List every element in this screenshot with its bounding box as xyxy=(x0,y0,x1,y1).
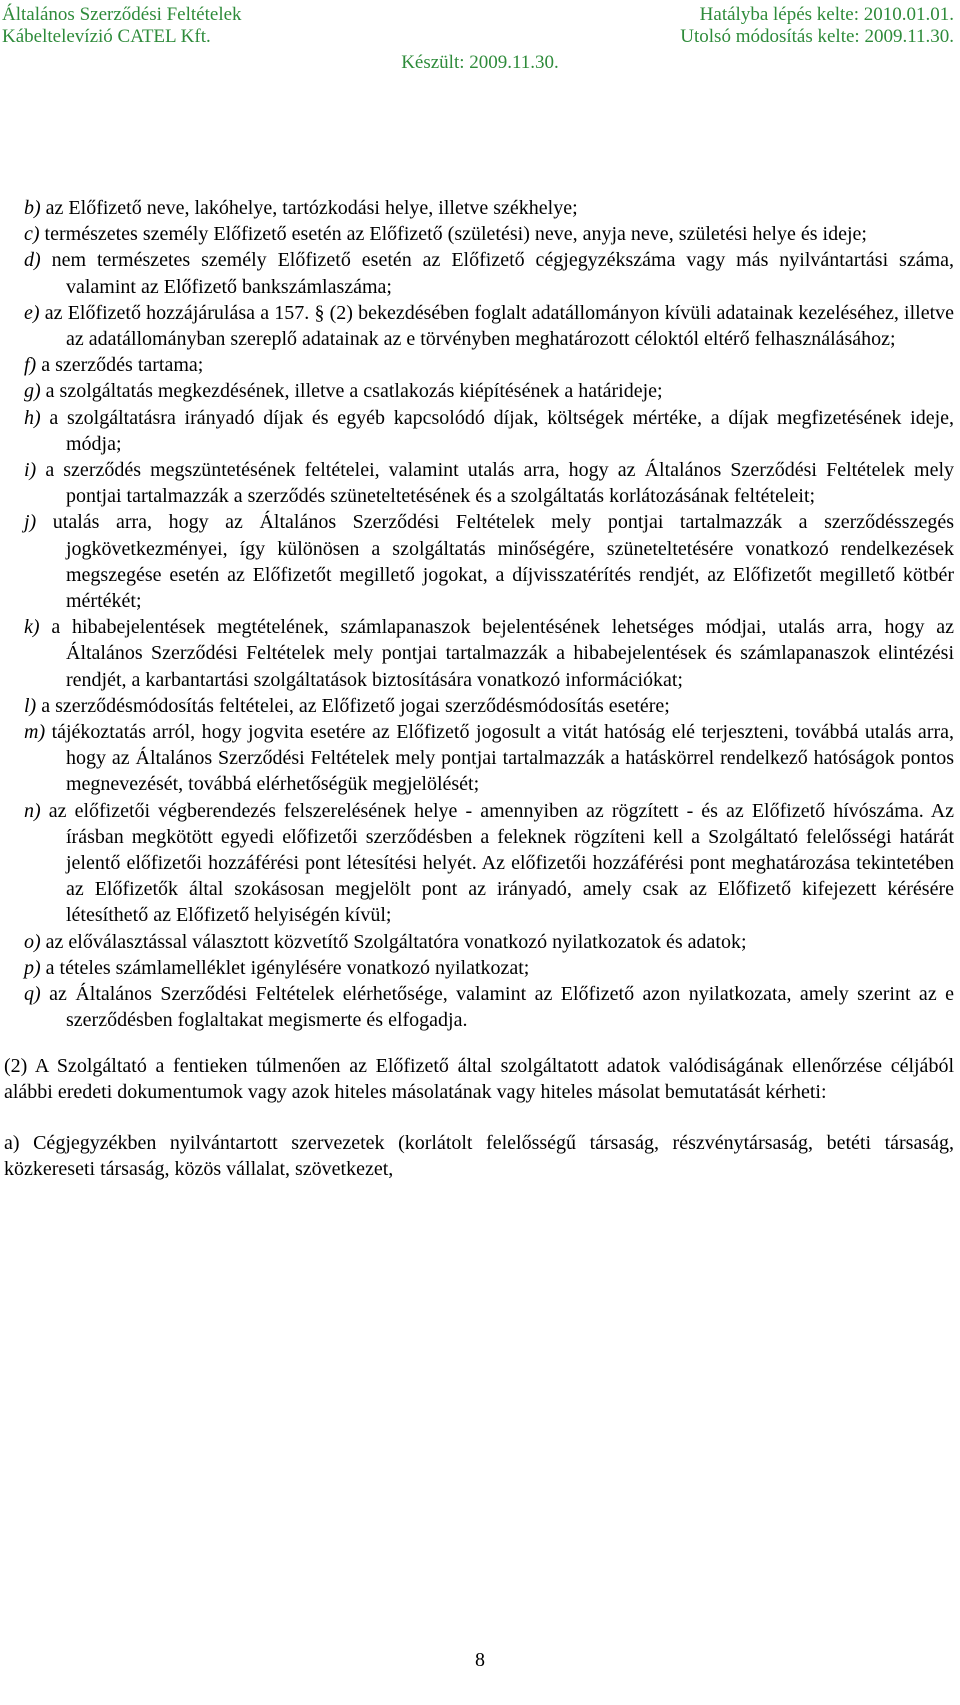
list-item xyxy=(24,300,954,352)
list-item xyxy=(24,981,954,1033)
item-text: tájékoztatás arról, hogy jogvita esetére az Előfizető jogosult a vitát hatóság elé terjeszteni, továbbá utalás arra, hogy az Általános Szerződési Feltételek mely pontjai tartalmazzák a hatáskörrel rendelkező hatóságok pontos megnevezését, továbbá elérhetőségük megjelölését; xyxy=(51,721,954,796)
list-item xyxy=(24,719,954,798)
item-label: g) xyxy=(24,380,41,403)
item-label: e) xyxy=(24,301,40,324)
item-label: p) xyxy=(24,956,41,979)
list-item xyxy=(24,195,954,221)
item-label: d) xyxy=(24,249,41,272)
item-text: nem természetes személy Előfizető esetén az Előfizető cégjegyzékszáma vagy más nyilvántartási száma, valamint az Előfizető bankszámlaszáma; xyxy=(51,249,955,298)
item-text: a szerződésmódosítás feltételei, az Előfizető jogai szerződésmódosítás esetére; xyxy=(41,694,670,717)
list-item xyxy=(24,457,954,509)
header-document-title: Általános Szerződési Feltételek xyxy=(2,4,242,25)
item-text: az Előfizető neve, lakóhelye, tartózkodási helye, illetve székhelye; xyxy=(45,197,578,219)
header-created-date: Készült: 2009.11.30. xyxy=(401,52,559,73)
item-text: az Általános Szerződési Feltételek elérhetősége, valamint az Előfizető azon nyilatkozata, amely szerint az e szerződésben foglaltakat megismerte és elfogadja. xyxy=(49,983,955,1032)
header-company-name: Kábeltelevízió CATEL Kft. xyxy=(2,26,211,47)
item-label: h) xyxy=(24,406,41,429)
item-text: a szolgáltatás megkezdésének, illetve a csatlakozás kiépítésének a határideje; xyxy=(45,380,663,403)
item-label: o) xyxy=(24,930,41,953)
document-body xyxy=(4,195,955,1182)
list-item xyxy=(24,798,954,929)
item-text: az előválasztással választott közvetítő Szolgáltatóra vonatkozó nyilatkozatok és adatok; xyxy=(45,930,747,953)
item-text: az előfizetői végberendezés felszerelésének helye - amennyiben az rögzített - és az Előfizető hívószáma. Az írásban megkötött egyedi előfizetői szerződésben a feleknek rögzíteni kell a Szolgáltató felelősségi határát jelentő előfizetői hozzáférési pont létesítési helyét. Az előfizetői hozzáférési pont meghatározása tekintetében az Előfizetők által szokásosan megjelölt pont az irányadó, amely csak az Előfizető kifejezett kérésére létesíthető az Előfizető helyiségén kívül; xyxy=(48,799,955,927)
list-item xyxy=(24,614,954,693)
paragraph-2: (2) A Szolgáltató a fentieken túlmenően az Előfizető által szolgáltatott adatok valódiságának ellenőrzése céljából alábbi eredeti dokumentumok vagy azok hiteles másolatának vagy hiteles másolat bemutatását kérheti: xyxy=(4,1054,954,1103)
item-label: l) xyxy=(24,694,37,717)
item-text: a szerződés tartama; xyxy=(41,354,204,377)
item-text: utalás arra, hogy az Általános Szerződési Feltételek mely pontjai tartalmazzák a szerződésszegés jogkövetkezményei, így különösen a szolgáltatás minőségére, szüneteltetésére vonatkozó rendelkezések megszegése esetén az Előfizetőt megillető jogokat, a díjvisszatérítés rendjét, az Előfizetőt megillető kötbér mértékét; xyxy=(52,511,954,613)
list-item xyxy=(24,378,954,404)
item-label: c) xyxy=(24,223,40,246)
paragraph-a: a) Cégjegyzékben nyilvántartott szervezetek (korlátolt felelősségű társaság, részvénytársaság, betéti társaság, közkereseti társaság, közös vállalat, szövetkezet, xyxy=(4,1131,954,1181)
item-label: b) xyxy=(24,197,41,219)
list-item xyxy=(24,929,954,955)
page-number: 8 xyxy=(475,1649,485,1671)
header-last-modified-date: Utolsó módosítás kelte: 2009.11.30. xyxy=(680,26,954,47)
item-label: k) xyxy=(24,616,40,639)
header-effective-date: Hatályba lépés kelte: 2010.01.01. xyxy=(699,4,954,25)
list-item xyxy=(24,955,954,981)
item-label: f) xyxy=(24,354,37,377)
item-list xyxy=(24,195,954,1034)
item-text: a szerződés megszüntetésének feltételei, valamint utalás arra, hogy az Általános Szerződési Feltételek mely pontjai tartalmazzák a szerződés szüneteltetésének és a szolgáltatás korlátozásának feltételeit; xyxy=(45,459,954,508)
item-text: a tételes számlamelléklet igénylésére vonatkozó nyilatkozat; xyxy=(45,956,530,979)
item-label: j) xyxy=(24,511,37,534)
item-text: a hibabejelentések megtételének, számlapanaszok bejelentésének lehetséges módjai, utalás arra, hogy az Általános Szerződési Feltételek mely pontjai tartalmazzák a hibabejelentések és számlapanaszok elintézési rendjét, a karbantartási szolgáltatások biztosítására vonatkozó információkat; xyxy=(51,616,954,691)
list-item xyxy=(24,509,954,614)
item-text: az Előfizető hozzájárulása a 157. § (2) bekezdésében foglalt adatállományon kívüli adatainak kezeléséhez, illetve az adatállományban szereplő adatainak az e törvényben meghatározott céloktól eltérő felhasználásához; xyxy=(44,301,955,351)
list-item xyxy=(24,221,954,247)
item-label: n) xyxy=(24,799,41,822)
item-text: a szolgáltatásra irányadó díjak és egyéb kapcsolódó díjak, költségek mértéke, a díjak megfizetésének ideje, módja; xyxy=(49,406,954,455)
item-label: m) xyxy=(24,721,46,744)
list-item xyxy=(24,247,954,299)
list-item xyxy=(24,693,954,719)
item-label: q) xyxy=(24,983,41,1006)
list-item xyxy=(24,352,954,378)
page-header xyxy=(0,0,960,80)
list-item xyxy=(24,405,954,457)
item-label: i) xyxy=(24,459,37,482)
item-text: természetes személy Előfizető esetén az Előfizető (születési) neve, anyja neve, születési helye és ideje; xyxy=(44,223,867,246)
